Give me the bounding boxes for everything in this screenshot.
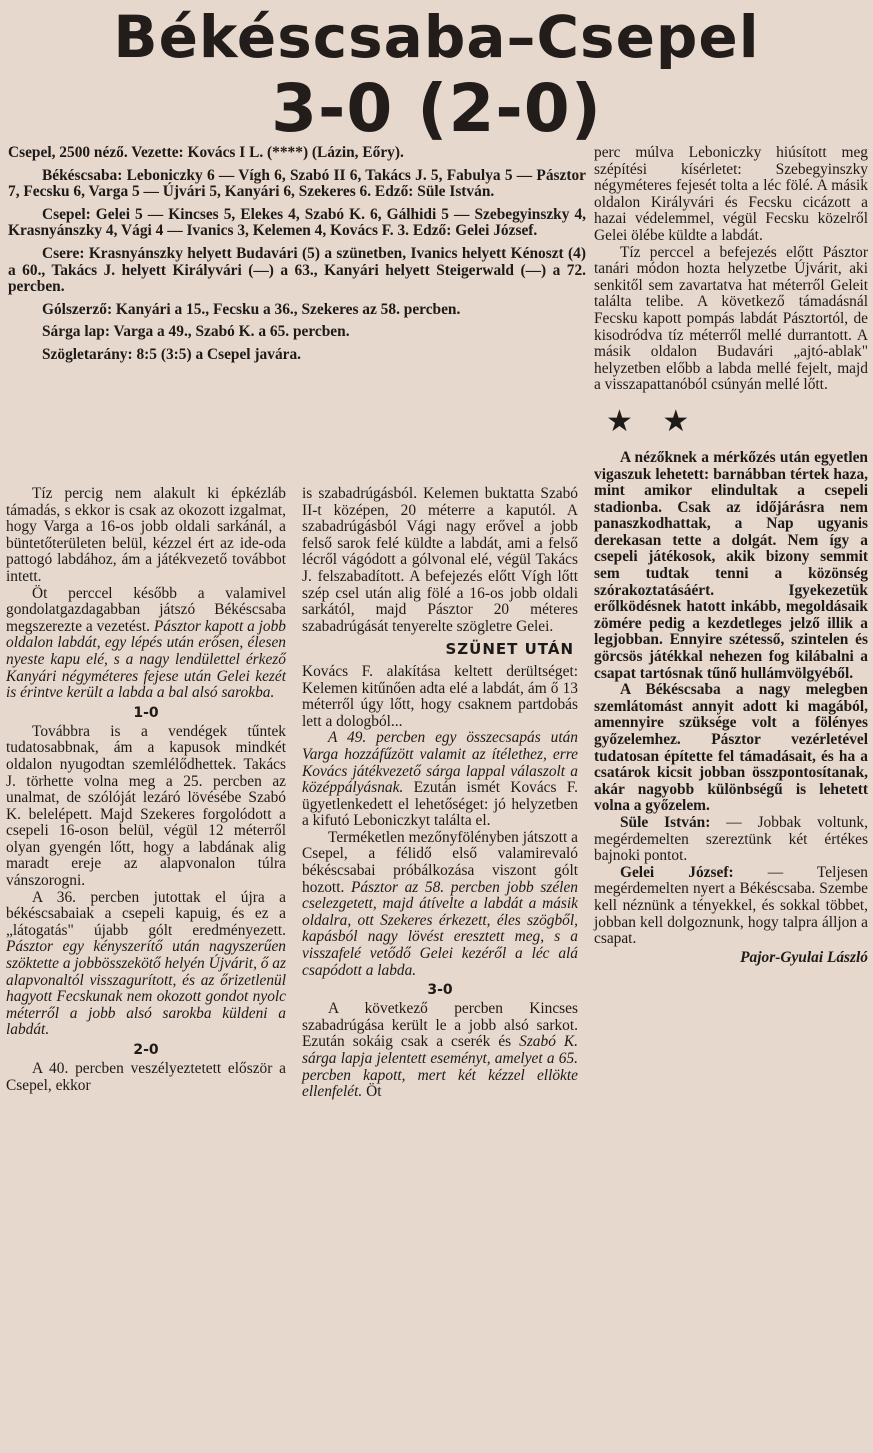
substitutions: Csere: Krasnyánszky helyett Budavári (5) a szünetben, Ivanics helyett Kénoszt (4) a 60., Takács J. helyett Királyvári (—) a 63., Kanyári helyett Steigerwald (—) a 72. percben. bbox=[8, 244, 586, 296]
paragraph: A nézőknek a mérkőzés után egyetlen vigaszuk lehetett: barnábban tértek haza, mint amikor elindultak a csepeli stadionba. Csak az időjárásra nem panaszkodhattak, a Nap ugyanis derekasan tette a dolgát. Nem így a csepeli játékosok, akik bizony semmit sem tudtak tenni a közönség szórakoztatásáért. Igyekezetük erőlködésnek hatott inkább, megoldásaik zömére pedig a kezdetleges jelző illik a legjobban. Ennyire szétesső, szintelen és görcsös játékkal nehezen fog kilábalni a csapat tartósnak tűnő hullámvölgyéből. bbox=[594, 448, 868, 682]
quote-speaker: Süle István: bbox=[620, 813, 711, 831]
paragraph bbox=[302, 730, 578, 830]
score-marker: 2-0 bbox=[133, 1042, 159, 1058]
match-info bbox=[8, 145, 586, 370]
goalscorers: Gólszerző: Kanyári a 15., Fecsku a 36., Szekeres az 58. percben. bbox=[42, 300, 461, 318]
match-venue: Csepel, 2500 néző. Vezette: Kovács I L. (****) (Lázin, Eőry). bbox=[8, 144, 404, 161]
headline bbox=[0, 4, 873, 148]
headline-score: 3-0 (2-0) bbox=[271, 70, 602, 147]
lineup-csepel: Csepel: Gelei 5 — Kincses 5, Elekes 4, Szabó K. 6, Gálhidi 5 — Szebegyinszky 4, Krasnyánszky 4, Vági 4 — Ivanics 3, Kelemen 4, Kovács F. 3. Edző: Gelei József. bbox=[8, 205, 586, 240]
paragraph: Továbbra is a vendégek tűntek tudatosabbnak, ám a kapusok mindkét oldalon nyugodtan szemlélődhettek. Takács J. törhette volna meg a 25. percben az unalmat, de szólóját lezáró lövésébe Szabó K. belelépett. Majd Szekeres forgolódott a csepeli 16-oson belül, végül 12 méterről olyan gyengén lőtt, hogy a labdának alig maradt ereje az alapvonalon túlra vánszorogni. bbox=[6, 722, 286, 890]
lineup-bekescsaba: Békéscsaba: Leboniczky 6 — Vígh 6, Szabó II 6, Takács J. 5, Fabulya 5 — Pásztor 7, Fecsku 6, Varga 5 — Újvári 5, Kanyári 6, Szekeres 6. Edző: Süle István. bbox=[8, 166, 586, 201]
quote-text: — Jobbak voltunk, megérdemelten szereztünk két értékes bajnoki pontot. bbox=[594, 813, 868, 865]
paragraph-italic: A 49. percben egy összecsapás után Varga hozzáfűzött valamit az ítélethez, erre Kovács játékvezető sárga lappal válaszolt a középpályásnak. bbox=[302, 729, 578, 797]
quote-text: — Teljesen megérdemelten nyert a Békéscsaba. Szembe kell néznünk a tényekkel, és sokkal többet, jobban kell dolgoznunk, hogy talpra álljon a csapat. bbox=[594, 863, 868, 948]
paragraph: Tíz perccel a befejezés előtt Pásztor tanári módon hozta helyzetbe Újvárit, aki senkitől sem zavartatva hat méterről Geleit találta telibe. A következő támadásnál Fecsku kapott pompás labdát Pásztortól, de kisodródva tíz méterről mellé durrantott. A másik oldalon Budavári „ajtó-ablak" helyzetben előbb a labda mellé fejelt, majd a visszapattanóból csúnyán mellé lőtt. bbox=[594, 243, 868, 394]
author-byline: Pajor-Gyulai László bbox=[740, 948, 868, 966]
article-column-1 bbox=[6, 486, 286, 1094]
quote-paragraph bbox=[594, 865, 868, 948]
paragraph: A Békéscsaba a nagy melegben szemlátomást annyit adott ki magából, amennyire szüksége volt a fölényes győzelemhez. Pásztor vezérletével tudatosan építette fel támadásait, és ha a csatárok kicsit jobban összpontosítanak, akár nagyobb különbségű is lehetett volna a győzelem. bbox=[594, 681, 868, 815]
star-separator-icon: ★ ★ bbox=[606, 403, 700, 439]
paragraph: is szabadrúgásból. Kelemen buktatta Szabó II-t középen, 20 méterre a kaputól. A szabadrúgásból Vági nagy erővel a jobb felső sarok felé küldte a labdát, ami a felső lécről vágódott a gólvonal elé, végül Takács J. felszabadított. A befejezés előtt Vígh lőtt szép csel után alig fölé a 16-os jobb oldali sarkától, majd Pásztor 20 méteres szabadrúgását tenyerelte szögletre Gelei. bbox=[302, 485, 578, 635]
paragraph-text: Ezután ismét Kovács F. ügyetlenkedett el lehetőséget: jó helyzetben a kifutó Leboniczkyt találta el. bbox=[302, 779, 578, 830]
paragraph: A 40. percben veszélyeztetett először a Csepel, ekkor bbox=[6, 1060, 286, 1094]
paragraph-text: Öt bbox=[366, 1083, 382, 1101]
paragraph-italic: Pásztor kapott a jobb oldalon labdát, egy lépés után erősen, élesen nyeste kapu elé, s a nagy lendülettel érkező Kanyári négyméteres fejese után Gelei kezét is érintve került a labda a bal alsó sarokba. bbox=[6, 617, 286, 702]
score-marker: 1-0 bbox=[133, 704, 159, 721]
paragraph: perc múlva Leboniczky hiúsított meg szépítési kísérletet: Szebegyinszky négyméteres fejesét tolta a léc fölé. A másik oldalon Királyvári és Fecsku cicázott a hazai védelemmel, végül Fecsku közelről Gelei ölébe küldte a labdát. bbox=[594, 144, 868, 244]
paragraph: Tíz percig nem alakult ki épkézláb támadás, s ekkor is csak az okozott izgalmat, hogy Varga a 16-os jobb oldali sarkánál, a büntetőterületen belül, kézzel ért az ide-oda pattogó labdához, ám a játékvezető továbbot intett. bbox=[6, 485, 286, 585]
paragraph bbox=[6, 586, 286, 702]
paragraph bbox=[6, 890, 286, 1039]
paragraph-italic: Szabó K. sárga lapja jelentett eseményt, amelyet a 65. percben kapott, mert két kézzel ellökte ellenfelét. bbox=[302, 1033, 578, 1101]
commentary-block bbox=[594, 450, 868, 815]
section-heading: SZÜNET UTÁN bbox=[445, 640, 574, 659]
score-marker: 3-0 bbox=[427, 982, 453, 999]
article-column-3 bbox=[594, 145, 868, 966]
paragraph-text: Terméketlen mezőnyfölényben játszott a Csepel, a félidő első valamirevaló békéscsabai próbálkozása viszont gólt hozott. bbox=[302, 828, 578, 896]
paragraph bbox=[302, 830, 578, 979]
paragraph-text: A következő percben Kincses szabadrúgása került le a jobb alsó sarkot. Ezután sokáig csak a cserék és bbox=[302, 1000, 578, 1051]
headline-teams: Békéscsaba–Csepel bbox=[113, 3, 760, 71]
article-column-2 bbox=[302, 486, 578, 1101]
quote-paragraph bbox=[594, 815, 868, 865]
paragraph bbox=[302, 1001, 578, 1101]
paragraph-text: Öt perccel később a valamivel gondolatgazdagabban játszó Békéscsaba megszerezte a vezetést. bbox=[6, 584, 286, 635]
paragraph-italic: Pásztor az 58. percben jobb szélen cselezgetett, majd átívelte a labdát a másik oldalra, ott Szekeres érkezett, éles szögből, kapásból nagy lövést eresztett meg, s a visszafelé vetődő Gelei kezéről a léc alá csapódott a labda. bbox=[302, 878, 578, 979]
yellow-cards: Sárga lap: Varga a 49., Szabó K. a 65. percben. bbox=[42, 323, 350, 341]
corner-ratio: Szögletarány: 8:5 (3:5) a Csepel javára. bbox=[42, 345, 302, 363]
paragraph: Kovács F. alakítása keltett derültséget: Kelemen kitűnően adta elé a labdát, ám ő 13 méterről úgy lőtt, hogy csaknem partdobás lett a dologból... bbox=[302, 662, 578, 730]
paragraph-italic: Pásztor egy kényszerítő után nagyszerűen szöktette a jobbösszekötő helyén Újvárit, ő az alapvonaltól visszagurított, és az őrizetlenül hagyott Fecskunak nem okozott gondot nyolc méterről a jobb alsó sarokba küldeni a labdát. bbox=[6, 938, 286, 1039]
paragraph-text: A 36. percben jutottak el újra a békéscsabaiak a csepeli kapuig, és ez a „látogatás" újabb gólt eredményezett. bbox=[6, 888, 286, 939]
quote-speaker: Gelei József: bbox=[620, 863, 734, 881]
